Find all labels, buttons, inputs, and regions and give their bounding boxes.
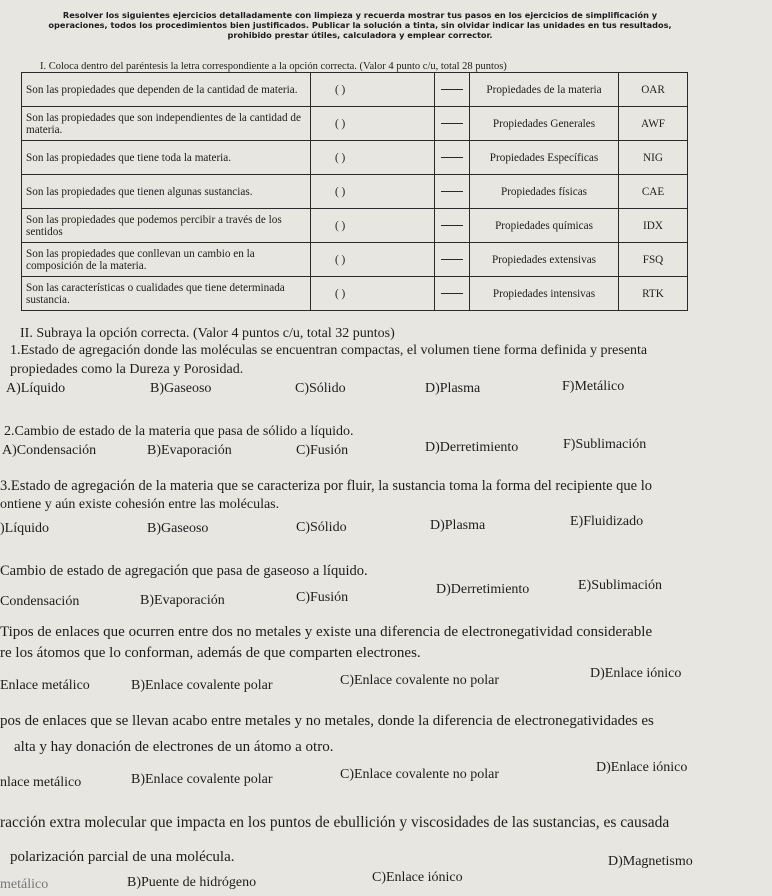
- answer-line[interactable]: [435, 209, 470, 243]
- q2-option-c[interactable]: C)Fusión: [296, 443, 349, 458]
- q1-text-line1: 1.Estado de agregación donde las moléculas se encuentran compactas, el volumen tiene forma definida y presenta: [10, 343, 648, 358]
- property-code: NIG: [619, 141, 688, 175]
- q1-option-f[interactable]: F)Metálico: [562, 379, 625, 394]
- answer-parenthesis[interactable]: ( ): [311, 107, 435, 141]
- q1-option-b[interactable]: B)Gaseoso: [150, 381, 212, 396]
- answer-line[interactable]: [435, 277, 470, 311]
- answer-line[interactable]: [435, 73, 470, 107]
- blank-line: [441, 259, 463, 260]
- property-option: Propiedades extensivas: [470, 243, 619, 277]
- q1-option-c[interactable]: C)Sólido: [295, 381, 346, 396]
- answer-parenthesis[interactable]: ( ): [311, 175, 435, 209]
- blank-line: [441, 157, 463, 158]
- q4-option-d[interactable]: D)Derretimiento: [436, 582, 530, 597]
- q7-text-line2: polarización parcial de una molécula.: [10, 849, 235, 865]
- blank-line: [441, 293, 463, 294]
- q1-option-d[interactable]: D)Plasma: [425, 381, 481, 396]
- blank-line: [441, 89, 463, 90]
- table-row: [22, 107, 688, 141]
- blank-line: [441, 191, 463, 192]
- q6-text-line1: pos de enlaces que se llevan acabo entre metales y no metales, donde la diferencia de electronegatividades es: [0, 713, 654, 729]
- row-description: Son las propiedades que son independientes de la cantidad de materia.: [22, 107, 311, 141]
- answer-line[interactable]: [435, 243, 470, 277]
- property-option: Propiedades químicas: [470, 209, 619, 243]
- answer-parenthesis[interactable]: ( ): [311, 141, 435, 175]
- q7-option-b[interactable]: B)Puente de hidrógeno: [127, 875, 257, 890]
- q2-option-b[interactable]: B)Evaporación: [147, 443, 232, 458]
- q1-option-a[interactable]: A)Líquido: [6, 381, 66, 396]
- property-option: Propiedades de la materia: [470, 73, 619, 107]
- matching-table: [21, 72, 688, 311]
- q6-option-b[interactable]: B)Enlace covalente polar: [131, 772, 273, 787]
- section2-title: II. Subraya la opción correcta. (Valor 4 puntos c/u, total 32 puntos): [20, 326, 395, 341]
- table-row: [22, 175, 688, 209]
- table-row: [22, 141, 688, 175]
- table-row: [22, 277, 688, 311]
- q5-option-d[interactable]: D)Enlace iónico: [590, 666, 682, 681]
- q3-option-e[interactable]: E)Fluidizado: [570, 514, 644, 529]
- q6-text-line2: alta y hay donación de electrones de un átomo a otro.: [14, 739, 334, 755]
- q4-option-b[interactable]: B)Evaporación: [140, 593, 225, 608]
- blank-line: [441, 225, 463, 226]
- blank-line: [441, 123, 463, 124]
- row-description: Son las características o cualidades que tiene determinada sustancia.: [22, 277, 311, 311]
- q3-option-d[interactable]: D)Plasma: [430, 518, 486, 533]
- q7-option-c[interactable]: C)Enlace iónico: [372, 870, 463, 885]
- q5-option-b[interactable]: B)Enlace covalente polar: [131, 678, 273, 693]
- q6-option-c[interactable]: C)Enlace covalente no polar: [340, 767, 499, 782]
- q6-option-d[interactable]: D)Enlace iónico: [596, 760, 688, 775]
- row-description: Son las propiedades que podemos percibir a través de los sentidos: [22, 209, 311, 243]
- q2-option-a[interactable]: A)Condensación: [2, 443, 97, 458]
- property-code: OAR: [619, 73, 688, 107]
- q3-text-line2: ontiene y aún existe cohesión entre las moléculas.: [0, 497, 280, 512]
- table-row: [22, 73, 688, 107]
- q5-option-c[interactable]: C)Enlace covalente no polar: [340, 673, 499, 688]
- answer-parenthesis[interactable]: ( ): [311, 277, 435, 311]
- q4-option-e[interactable]: E)Sublimación: [578, 578, 662, 593]
- answer-line[interactable]: [435, 107, 470, 141]
- q4-option-a[interactable]: Condensación: [0, 594, 80, 609]
- property-code: CAE: [619, 175, 688, 209]
- row-description: Son las propiedades que conllevan un cambio en la composición de la materia.: [22, 243, 311, 277]
- answer-parenthesis[interactable]: ( ): [311, 243, 435, 277]
- q5-text-line1: Tipos de enlaces que ocurren entre dos no metales y existe una diferencia de electronegatividad considerable: [0, 624, 653, 640]
- q3-text-line1: 3.Estado de agregación de la materia que se caracteriza por fluir, la sustancia toma la forma del recipiente que lo: [0, 478, 653, 494]
- row-description: Son las propiedades que dependen de la cantidad de materia.: [22, 73, 311, 107]
- section1-title: I. Coloca dentro del paréntesis la letra correspondiente a la opción correcta. (Valor 4 punto c/u, total 28 puntos): [40, 61, 507, 72]
- q7-option-a[interactable]: metálico: [0, 877, 49, 892]
- q2-option-f[interactable]: F)Sublimación: [563, 437, 647, 452]
- property-option: Propiedades Específicas: [470, 141, 619, 175]
- property-option: Propiedades Generales: [470, 107, 619, 141]
- property-option: Propiedades intensivas: [470, 277, 619, 311]
- q5-text-line2: re los átomos que lo conforman, además de que comparten electrones.: [0, 645, 421, 661]
- row-description: Son las propiedades que tiene toda la materia.: [22, 141, 311, 175]
- q3-option-b[interactable]: B)Gaseoso: [147, 521, 209, 536]
- table-row: [22, 243, 688, 277]
- property-code: RTK: [619, 277, 688, 311]
- answer-parenthesis[interactable]: ( ): [311, 209, 435, 243]
- answer-parenthesis[interactable]: ( ): [311, 73, 435, 107]
- property-option: Propiedades físicas: [470, 175, 619, 209]
- q7-option-d[interactable]: D)Magnetismo: [608, 854, 693, 869]
- q6-option-a[interactable]: nlace metálico: [0, 775, 82, 790]
- answer-line[interactable]: [435, 175, 470, 209]
- table-row: [22, 209, 688, 243]
- answer-line[interactable]: [435, 141, 470, 175]
- q3-option-c[interactable]: C)Sólido: [296, 520, 347, 535]
- property-code: IDX: [619, 209, 688, 243]
- q4-option-c[interactable]: C)Fusión: [296, 590, 349, 605]
- instructions-header: Resolver los siguientes ejercicios detalladamente con limpieza y recuerda mostrar tus pasos en los ejercicios de simplificación y operaciones, todos los procedimientos bien justificados. Publicar la solución a tinta, sin olvidar indicar las unidades en tus resultados, prohibido prestar útiles, calculadora y emplear corrector.: [48, 10, 672, 40]
- q1-text-line2: propiedades como la Dureza y Porosidad.: [10, 362, 244, 377]
- q2-text: 2.Cambio de estado de la materia que pasa de sólido a líquido.: [4, 424, 354, 439]
- property-code: FSQ: [619, 243, 688, 277]
- q7-text-line1: racción extra molecular que impacta en los puntos de ebullición y viscosidades de las sustancias, es causada: [0, 814, 670, 831]
- q2-option-d[interactable]: D)Derretimiento: [425, 440, 519, 455]
- row-description: Son las propiedades que tienen algunas sustancias.: [22, 175, 311, 209]
- q3-option-a[interactable]: )Líquido: [0, 521, 49, 536]
- q4-text: Cambio de estado de agregación que pasa de gaseoso a líquido.: [0, 563, 368, 579]
- q5-option-a[interactable]: Enlace metálico: [0, 678, 90, 693]
- property-code: AWF: [619, 107, 688, 141]
